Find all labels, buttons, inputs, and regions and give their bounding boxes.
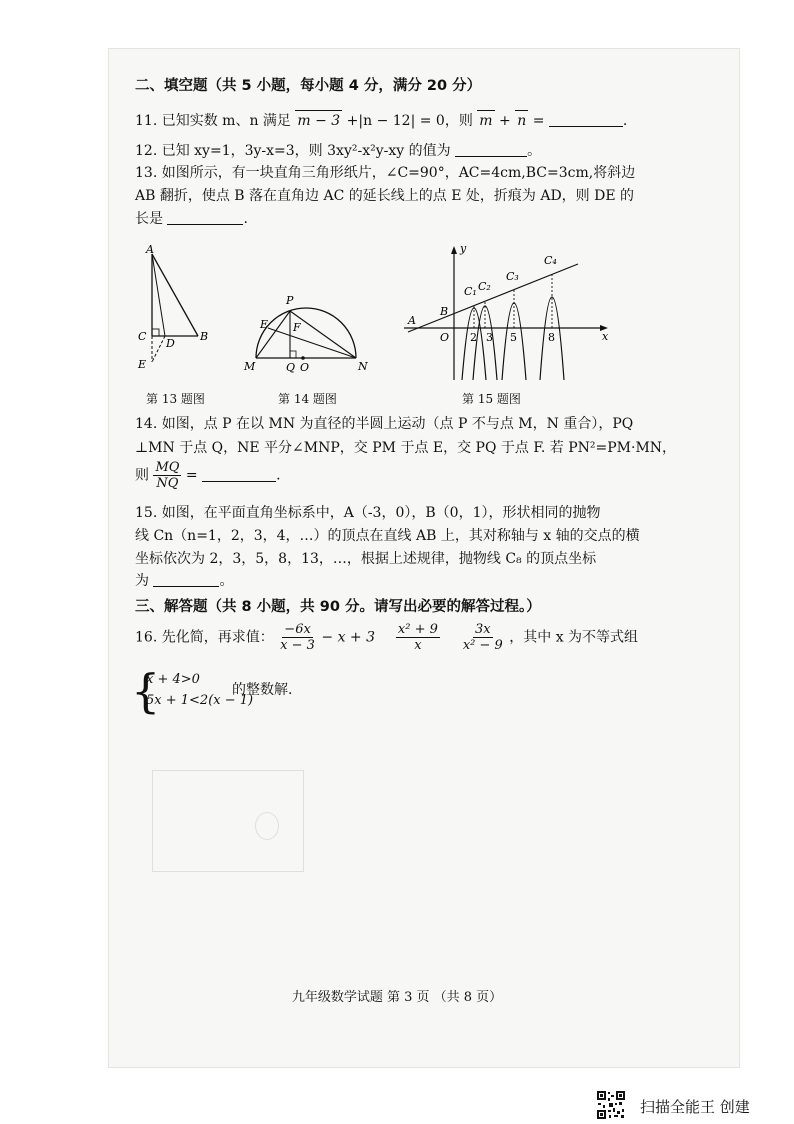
figure-13 xyxy=(134,242,224,374)
fig14-label-o: O xyxy=(300,361,310,374)
q15-line-3: 坐标依次为 2，3，5，8，13，…，根据上述规律，抛物线 C₈ 的顶点坐标 xyxy=(135,551,597,567)
q11-eq: = xyxy=(532,113,545,129)
q13-line-3: 长是 xyxy=(135,211,163,227)
fig15-label-c1: C₁ xyxy=(464,285,477,298)
q12-tail: 。 xyxy=(527,143,542,159)
q12-answer-blank[interactable] xyxy=(455,142,527,157)
figure-14 xyxy=(240,288,374,374)
q16-f3-den: x² − 9 xyxy=(462,638,503,653)
fig14-label-n: N xyxy=(358,360,368,373)
question-14-line-3: 则 $\frac{MQ}{NQ}$ = . xyxy=(135,460,281,491)
q14-prefix: 则 xyxy=(135,467,149,484)
q14-line-2: ⊥MN 于点 Q，NE 平分∠MNP，交 PM 于点 E，交 PQ 于点 F. 若 PN²=PM·MN， xyxy=(135,440,677,456)
q11-sqrt-term: m − 3 xyxy=(295,110,342,131)
q16-f1-den: x − 3 xyxy=(280,638,315,653)
fig13-right-angle xyxy=(152,329,159,336)
q15-line-1: 15. 如图，在平面直角坐标系中，A（-3，0），B（0，1），形状相同的抛物 xyxy=(135,505,601,521)
fig15-tick-3: 3 xyxy=(486,331,493,344)
fig15-tick-5: 5 xyxy=(510,331,517,344)
fig13-label-b: B xyxy=(200,330,209,343)
scanner-watermark-text: 扫描全能王 创建 xyxy=(640,1098,750,1116)
question-11: 11. 已知实数 m、n 满足 m − 3 +|n − 12| = 0，则 m + n = . xyxy=(135,110,627,131)
figure-15 xyxy=(400,240,614,386)
q11-prefix: 11. 已知实数 m、n 满足 xyxy=(135,113,291,129)
fig15-label-o: O xyxy=(440,331,450,344)
fig15-label-b: B xyxy=(440,305,449,318)
page-footer: 九年级数学试题 第 3 页 （共 8 页） xyxy=(291,990,503,1005)
fig15-label-c4: C₄ xyxy=(544,254,557,267)
q16-prefix: 16. 先化简，再求值： xyxy=(135,629,274,646)
caption-fig-13: 第 13 题图 xyxy=(146,392,205,406)
q13-line-2: AB 翻折，使点 B 落在直角边 AC 的延长线上的点 E 处，折痕为 AD，则 DE 的 xyxy=(135,188,635,204)
q16-fraction-3 xyxy=(461,622,505,653)
fig14-label-m: M xyxy=(244,360,256,373)
q11-plus: + xyxy=(499,113,511,129)
caption-fig-14: 第 14 题图 xyxy=(278,392,337,406)
fig15-label-y: y xyxy=(460,242,467,255)
fig14-chord-pn xyxy=(290,311,356,358)
q13-answer-blank[interactable] xyxy=(167,210,243,225)
fig15-y-arrow xyxy=(451,246,457,254)
fig14-label-p: P xyxy=(286,294,294,307)
fig14-label-e: E xyxy=(260,318,269,331)
bleed-through-figure xyxy=(152,770,304,872)
fig14-label-f: F xyxy=(293,321,301,334)
qr-code-icon xyxy=(596,1090,626,1120)
q16-system-brace: { xyxy=(131,664,161,718)
bleed-through-mark xyxy=(255,812,279,840)
q14-answer-blank[interactable] xyxy=(202,467,276,482)
fig15-label-c3: C₃ xyxy=(506,270,519,283)
fig14-bisector-ne xyxy=(268,328,356,358)
fig13-dash-de xyxy=(152,336,165,362)
fig14-label-q: Q xyxy=(286,361,296,374)
fig15-label-x: x xyxy=(602,330,609,343)
fig14-center-dot xyxy=(301,356,305,360)
q16-mid: − x + 3 xyxy=(321,629,376,646)
q16-f1-num: −6x xyxy=(284,622,311,637)
fig13-label-a: A xyxy=(146,243,154,256)
q11-mid: +|n − 12| = 0，则 xyxy=(346,113,473,129)
q16-inequality-1: x + 4>0 xyxy=(146,672,200,687)
q16-f2-den: x xyxy=(414,638,422,653)
q14-eq: = xyxy=(185,467,198,484)
section-2-title: 二、填空题（共 5 小题，每小题 4 分，满分 20 分） xyxy=(135,78,482,94)
fig15-line-ab xyxy=(408,264,578,332)
fig14-right-angle xyxy=(290,351,296,358)
q11-sqrt-n: n xyxy=(515,110,528,131)
fig15-tick-8: 8 xyxy=(548,331,555,344)
question-13-line-3: 长是 . xyxy=(135,211,248,227)
q16-tail: ，其中 x 为不等式组 xyxy=(509,629,639,646)
q16-f2-num: x² + 9 xyxy=(397,622,438,637)
section-3-title: 三、解答题（共 8 小题，共 90 分。请写出必要的解答过程。） xyxy=(135,599,541,615)
fig13-label-e: E xyxy=(138,358,147,371)
q14-fraction xyxy=(153,460,181,491)
q11-answer-blank[interactable] xyxy=(549,112,623,127)
q11-sqrt-m: m xyxy=(477,110,494,131)
fig15-label-c2: C₂ xyxy=(478,280,491,293)
question-12 xyxy=(135,141,541,161)
fig14-semicircle xyxy=(256,308,356,358)
fig13-label-d: D xyxy=(166,337,175,350)
fig15-label-a: A xyxy=(408,314,416,327)
q14-line-1: 14. 如图，点 P 在以 MN 为直径的半圆上运动（点 P 不与点 M，N 重合），PQ xyxy=(135,416,634,432)
q15-answer-blank[interactable] xyxy=(153,572,219,587)
fig13-label-c: C xyxy=(138,330,147,343)
fig15-tick-2: 2 xyxy=(470,331,477,344)
q16-f3-num: 3x xyxy=(475,622,491,637)
q12-text: 12. 已知 xy=1，3y-x=3，则 3xy²-x²y-xy 的值为 xyxy=(135,143,451,159)
question-15-line-4 xyxy=(135,571,233,591)
q15-tail: 。 xyxy=(219,573,234,589)
q16-fraction-1 xyxy=(278,622,317,653)
question-16 xyxy=(135,622,638,653)
q16-inequality-2: 5x + 1<2(x − 1) xyxy=(146,693,254,708)
q16-after: 的整数解. xyxy=(232,682,293,698)
q15-line-2: 线 Cn（n=1，2，3，4，…）的顶点在直线 AB 上，其对称轴与 x 轴的交点的横 xyxy=(135,528,640,544)
q14-frac-num: MQ xyxy=(155,460,180,475)
q14-frac-den: NQ xyxy=(156,476,179,491)
caption-fig-15: 第 15 题图 xyxy=(462,392,521,406)
q15-line-4: 为 xyxy=(135,573,149,589)
q13-line-1: 13. 如图所示，有一块直角三角形纸片，∠C=90°，AC=4cm,BC=3cm,将斜边 xyxy=(135,165,636,181)
q16-fraction-2 xyxy=(396,622,440,653)
